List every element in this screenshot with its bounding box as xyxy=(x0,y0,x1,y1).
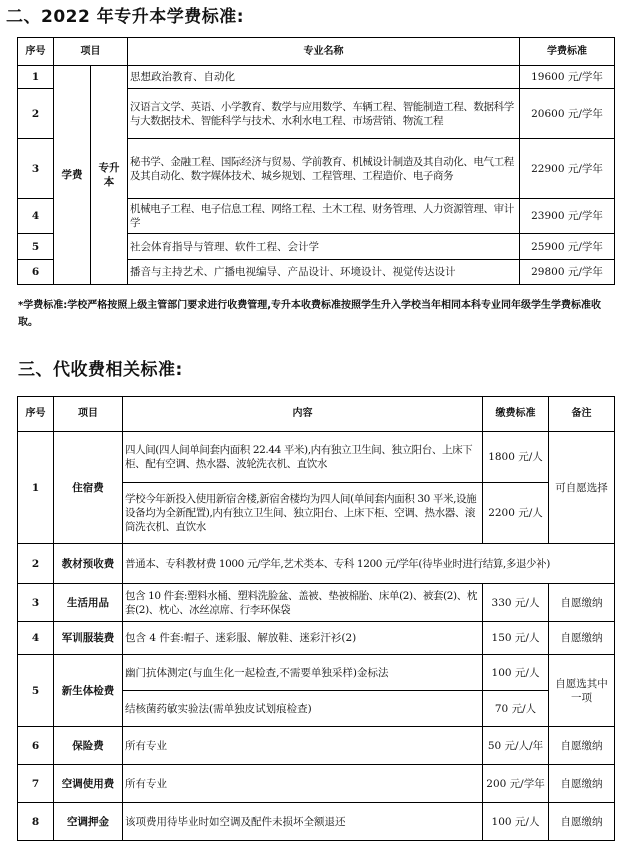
header-fee: 学费标准 xyxy=(520,38,615,66)
content-cell: 学校今年新投入使用新宿舍楼,新宿舍楼均为四人间(单间套内面积 30 平米,设施设备均为全新配置),内有独立卫生间、独立阳台、上床下柜、空调、热水器、滚筒洗衣机、直饮水 xyxy=(123,483,483,544)
item-cell: 保险费 xyxy=(54,727,123,765)
row-number: 5 xyxy=(18,234,54,260)
table-row xyxy=(18,66,615,89)
majors-cell: 秘书学、金融工程、国际经济与贸易、学前教育、机械设计制造及其自动化、电气工程及其自动化、数字媒体技术、城乡规划、工程管理、工程造价、电子商务 xyxy=(128,139,520,199)
remark-cell: 可自愿选择 xyxy=(549,432,615,544)
fee-cell: 20600 元/学年 xyxy=(520,89,615,139)
fee-cell: 23900 元/学年 xyxy=(520,199,615,234)
fee-cell: 19600 元/学年 xyxy=(520,66,615,89)
row-number: 5 xyxy=(18,655,54,727)
content-cell: 四人间(四人间单间套内面积 22.44 平米),内有独立卫生间、独立阳台、上床下柜、配有空调、热水器、波轮洗衣机、直饮水 xyxy=(123,432,483,483)
fee-cell: 100 元/人 xyxy=(483,655,549,691)
header-item: 项目 xyxy=(54,397,123,432)
table-row xyxy=(18,765,615,803)
header-major: 专业名称 xyxy=(128,38,520,66)
item-cell: 军训服装费 xyxy=(54,622,123,655)
remark-cell: 自愿缴纳 xyxy=(549,727,615,765)
row-number: 4 xyxy=(18,199,54,234)
row-number: 8 xyxy=(18,803,54,841)
table-row xyxy=(18,727,615,765)
table-row xyxy=(18,622,615,655)
header-remark: 备注 xyxy=(549,397,615,432)
fee-cell: 70 元/人 xyxy=(483,691,549,727)
majors-cell: 播音与主持艺术、广播电视编导、产品设计、环境设计、视觉传达设计 xyxy=(128,260,520,285)
header-fee: 缴费标准 xyxy=(483,397,549,432)
table-row xyxy=(18,803,615,841)
fee-cell: 100 元/人 xyxy=(483,803,549,841)
fee-cell: 22900 元/学年 xyxy=(520,139,615,199)
item-cell: 生活用品 xyxy=(54,584,123,622)
header-no: 序号 xyxy=(18,38,54,66)
majors-cell: 社会体育指导与管理、软件工程、会计学 xyxy=(128,234,520,260)
majors-cell: 机械电子工程、电子信息工程、网络工程、土木工程、财务管理、人力资源管理、审计学 xyxy=(128,199,520,234)
row-number: 2 xyxy=(18,89,54,139)
table-row xyxy=(18,584,615,622)
majors-cell: 汉语言文学、英语、小学教育、数学与应用数学、车辆工程、智能制造工程、数据科学与大数据技术、智能科学与技术、水利水电工程、市场营销、物流工程 xyxy=(128,89,520,139)
remark-cell: 自愿缴纳 xyxy=(549,765,615,803)
fee-cell: 330 元/人 xyxy=(483,584,549,622)
item-cell: 住宿费 xyxy=(54,432,123,544)
row-number: 3 xyxy=(18,139,54,199)
fee-cell: 29800 元/学年 xyxy=(520,260,615,285)
row-number: 7 xyxy=(18,765,54,803)
fee-cell: 25900 元/学年 xyxy=(520,234,615,260)
content-cell: 所有专业 xyxy=(123,727,483,765)
content-cell: 所有专业 xyxy=(123,765,483,803)
fee-cell: 1800 元/人 xyxy=(483,432,549,483)
remark-cell: 自愿缴纳 xyxy=(549,584,615,622)
tuition-note: *学费标准:学校严格按照上级主管部门要求进行收费管理,专升本收费标准按照学生升入学校当年相同本科专业同年级学生学费标准收取。 xyxy=(18,300,602,328)
fee-cell: 2200 元/人 xyxy=(483,483,549,544)
row-number: 1 xyxy=(18,432,54,544)
table-row xyxy=(18,544,615,584)
row-number: 4 xyxy=(18,622,54,655)
row-number: 1 xyxy=(18,66,54,89)
row-number: 3 xyxy=(18,584,54,622)
remark-cell: 自愿缴纳 xyxy=(549,803,615,841)
tuition-header-row xyxy=(18,38,615,66)
category-cell: 学费 xyxy=(54,66,91,285)
fees-header-row xyxy=(18,397,615,432)
item-cell: 新生体检费 xyxy=(54,655,123,727)
item-cell: 空调押金 xyxy=(54,803,123,841)
row-number: 6 xyxy=(18,727,54,765)
majors-cell: 思想政治教育、自动化 xyxy=(128,66,520,89)
section2-title: 二、2022 年专升本学费标准: xyxy=(6,7,245,27)
fee-cell: 200 元/学年 xyxy=(483,765,549,803)
header-no: 序号 xyxy=(18,397,54,432)
table-row xyxy=(18,655,615,691)
content-cell: 普通本、专科教材费 1000 元/学年,艺术类本、专科 1200 元/学年(待毕业时进行结算,多退少补) xyxy=(123,544,615,584)
fee-cell: 150 元/人 xyxy=(483,622,549,655)
remark-cell: 自愿缴纳 xyxy=(549,622,615,655)
content-cell: 幽门抗体测定(与血生化一起检查,不需要单独采样)金标法 xyxy=(123,655,483,691)
fees-table xyxy=(17,396,615,841)
tuition-table xyxy=(17,37,615,285)
section3-title: 三、代收费相关标准: xyxy=(18,360,183,380)
header-content: 内容 xyxy=(123,397,483,432)
table-row xyxy=(18,432,615,483)
fee-cell: 50 元/人/年 xyxy=(483,727,549,765)
item-cell: 空调使用费 xyxy=(54,765,123,803)
content-cell: 结核菌药敏实验法(需单独皮试划痕检查) xyxy=(123,691,483,727)
row-number: 6 xyxy=(18,260,54,285)
row-number: 2 xyxy=(18,544,54,584)
content-cell: 该项费用待毕业时如空调及配件未损坏全额退还 xyxy=(123,803,483,841)
subcategory-cell: 专升本 xyxy=(91,66,128,285)
content-cell: 包含 10 件套:塑料水桶、塑料洗脸盆、盖被、垫被棉胎、床单(2)、被套(2)、枕套(2)、枕心、冰丝凉席、行李环保袋 xyxy=(123,584,483,622)
item-cell: 教材预收费 xyxy=(54,544,123,584)
header-item: 项目 xyxy=(54,38,128,66)
content-cell: 包含 4 件套:帽子、迷彩服、解放鞋、迷彩汗衫(2) xyxy=(123,622,483,655)
remark-cell: 自愿选其中一项 xyxy=(549,655,615,727)
